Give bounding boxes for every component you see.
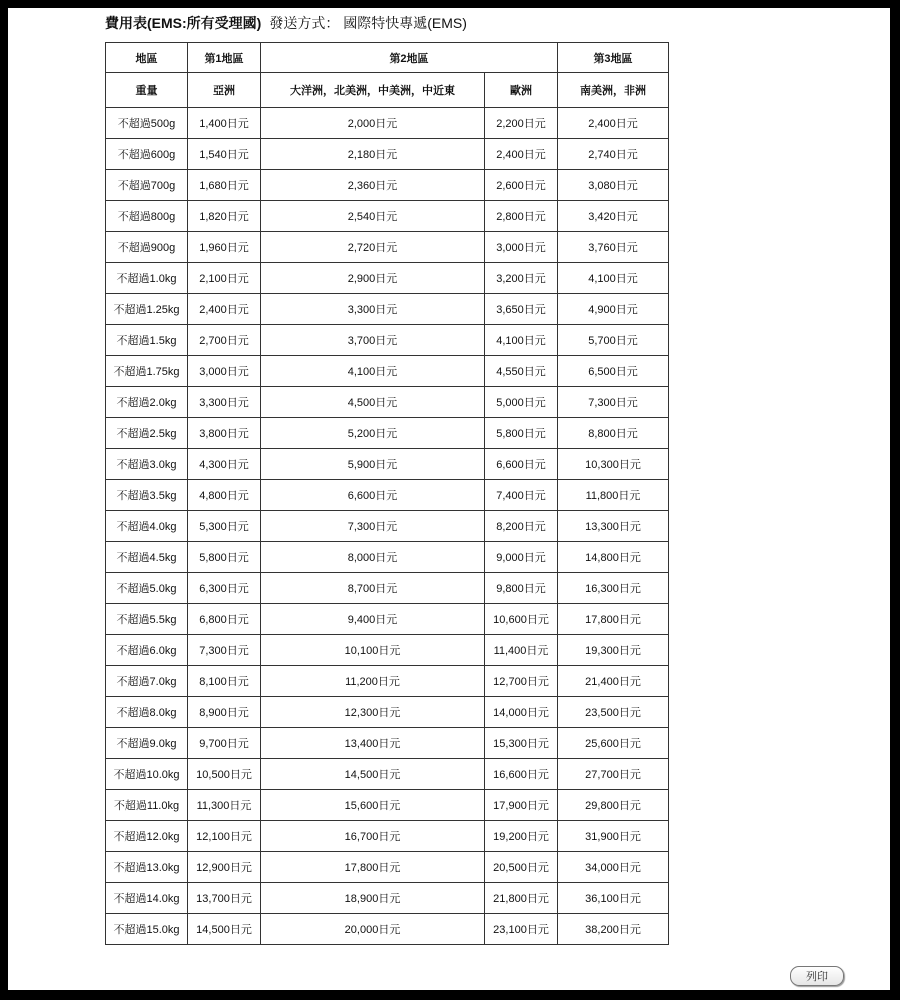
zone2-europe-cell: 6,600日元: [485, 449, 558, 480]
page-title: 費用表(EMS:所有受理國): [105, 15, 262, 31]
table-header-row-areas: [106, 73, 669, 108]
zone3-cell: 3,420日元: [558, 201, 669, 232]
zone3-cell: 8,800日元: [558, 418, 669, 449]
zone3-cell: 14,800日元: [558, 542, 669, 573]
table-row: [106, 449, 669, 480]
table-row: [106, 666, 669, 697]
zone1-asia-cell: 13,700日元: [188, 883, 261, 914]
zone2-oceania-cell: 9,400日元: [261, 604, 485, 635]
table-row: [106, 914, 669, 945]
zone2-oceania-cell: 13,400日元: [261, 728, 485, 759]
zone3-cell: 31,900日元: [558, 821, 669, 852]
zone1-asia-cell: 8,900日元: [188, 697, 261, 728]
zone2-europe-cell: 4,100日元: [485, 325, 558, 356]
zone2-europe-cell: 8,200日元: [485, 511, 558, 542]
zone1-asia-cell: 3,800日元: [188, 418, 261, 449]
zone1-asia-cell: 14,500日元: [188, 914, 261, 945]
zone2-oceania-cell: 18,900日元: [261, 883, 485, 914]
zone1-asia-cell: 1,680日元: [188, 170, 261, 201]
zone2-europe-cell: 21,800日元: [485, 883, 558, 914]
table-row: [106, 697, 669, 728]
zone3-cell: 13,300日元: [558, 511, 669, 542]
print-button[interactable]: 列印: [790, 966, 844, 986]
weight-cell: 不超過2.5kg: [106, 418, 188, 449]
zone2-oceania-cell: 20,000日元: [261, 914, 485, 945]
zone2-europe-cell: 7,400日元: [485, 480, 558, 511]
zone1-asia-cell: 12,900日元: [188, 852, 261, 883]
table-row: [106, 821, 669, 852]
table-row: [106, 480, 669, 511]
weight-cell: 不超過1.25kg: [106, 294, 188, 325]
table-row: [106, 263, 669, 294]
table-header-row-zones: [106, 43, 669, 73]
weight-cell: 不超過700g: [106, 170, 188, 201]
header-europe: 歐洲: [485, 73, 558, 108]
header-zone-1: 第1地區: [188, 43, 261, 73]
zone2-europe-cell: 2,800日元: [485, 201, 558, 232]
zone1-asia-cell: 1,400日元: [188, 108, 261, 139]
zone1-asia-cell: 3,300日元: [188, 387, 261, 418]
zone2-oceania-cell: 6,600日元: [261, 480, 485, 511]
weight-cell: 不超過5.0kg: [106, 573, 188, 604]
zone3-cell: 34,000日元: [558, 852, 669, 883]
table-row: [106, 232, 669, 263]
zone2-oceania-cell: 5,200日元: [261, 418, 485, 449]
weight-cell: 不超過4.5kg: [106, 542, 188, 573]
zone1-asia-cell: 9,700日元: [188, 728, 261, 759]
zone2-europe-cell: 2,200日元: [485, 108, 558, 139]
rate-table-body: [106, 108, 669, 945]
weight-cell: 不超過3.0kg: [106, 449, 188, 480]
table-row: [106, 790, 669, 821]
zone2-oceania-cell: 7,300日元: [261, 511, 485, 542]
zone2-europe-cell: 12,700日元: [485, 666, 558, 697]
zone1-asia-cell: 11,300日元: [188, 790, 261, 821]
table-row: [106, 883, 669, 914]
weight-cell: 不超過3.5kg: [106, 480, 188, 511]
table-row: [106, 635, 669, 666]
header-zone-2: 第2地區: [261, 43, 558, 73]
header-south-america-africa: 南美洲，非洲: [558, 73, 669, 108]
weight-cell: 不超過8.0kg: [106, 697, 188, 728]
table-row: [106, 170, 669, 201]
zone2-europe-cell: 3,200日元: [485, 263, 558, 294]
zone1-asia-cell: 5,800日元: [188, 542, 261, 573]
zone2-oceania-cell: 11,200日元: [261, 666, 485, 697]
page: [8, 8, 890, 990]
shipping-method: 發送方式： 國際特快專遞(EMS): [269, 15, 467, 31]
zone2-oceania-cell: 2,540日元: [261, 201, 485, 232]
header-weight: 重量: [106, 73, 188, 108]
zone2-europe-cell: 2,400日元: [485, 139, 558, 170]
zone3-cell: 11,800日元: [558, 480, 669, 511]
zone2-oceania-cell: 14,500日元: [261, 759, 485, 790]
zone2-oceania-cell: 4,100日元: [261, 356, 485, 387]
table-row: [106, 108, 669, 139]
zone2-oceania-cell: 16,700日元: [261, 821, 485, 852]
weight-cell: 不超過500g: [106, 108, 188, 139]
table-row: [106, 418, 669, 449]
weight-cell: 不超過1.0kg: [106, 263, 188, 294]
weight-cell: 不超過9.0kg: [106, 728, 188, 759]
header-oceania-americas-mideast: 大洋洲，北美洲，中美洲，中近東: [261, 73, 485, 108]
zone3-cell: 4,900日元: [558, 294, 669, 325]
zone3-cell: 19,300日元: [558, 635, 669, 666]
zone1-asia-cell: 5,300日元: [188, 511, 261, 542]
table-row: [106, 356, 669, 387]
zone1-asia-cell: 8,100日元: [188, 666, 261, 697]
weight-cell: 不超過900g: [106, 232, 188, 263]
zone1-asia-cell: 2,400日元: [188, 294, 261, 325]
weight-cell: 不超過800g: [106, 201, 188, 232]
zone3-cell: 2,740日元: [558, 139, 669, 170]
weight-cell: 不超過10.0kg: [106, 759, 188, 790]
zone2-europe-cell: 15,300日元: [485, 728, 558, 759]
weight-cell: 不超過1.5kg: [106, 325, 188, 356]
table-row: [106, 759, 669, 790]
zone3-cell: 4,100日元: [558, 263, 669, 294]
zone2-europe-cell: 19,200日元: [485, 821, 558, 852]
zone2-oceania-cell: 8,700日元: [261, 573, 485, 604]
zone2-europe-cell: 14,000日元: [485, 697, 558, 728]
zone2-europe-cell: 17,900日元: [485, 790, 558, 821]
weight-cell: 不超過6.0kg: [106, 635, 188, 666]
table-row: [106, 728, 669, 759]
weight-cell: 不超過11.0kg: [106, 790, 188, 821]
zone2-oceania-cell: 3,300日元: [261, 294, 485, 325]
weight-cell: 不超過12.0kg: [106, 821, 188, 852]
zone3-cell: 5,700日元: [558, 325, 669, 356]
table-row: [106, 852, 669, 883]
zone2-europe-cell: 3,650日元: [485, 294, 558, 325]
zone3-cell: 38,200日元: [558, 914, 669, 945]
zone2-europe-cell: 2,600日元: [485, 170, 558, 201]
zone1-asia-cell: 2,100日元: [188, 263, 261, 294]
zone3-cell: 2,400日元: [558, 108, 669, 139]
zone3-cell: 21,400日元: [558, 666, 669, 697]
table-row: [106, 511, 669, 542]
table-row: [106, 325, 669, 356]
zone2-europe-cell: 20,500日元: [485, 852, 558, 883]
header-asia: 亞洲: [188, 73, 261, 108]
zone3-cell: 27,700日元: [558, 759, 669, 790]
table-row: [106, 604, 669, 635]
zone1-asia-cell: 1,820日元: [188, 201, 261, 232]
zone1-asia-cell: 7,300日元: [188, 635, 261, 666]
weight-cell: 不超過1.75kg: [106, 356, 188, 387]
zone3-cell: 10,300日元: [558, 449, 669, 480]
table-row: [106, 201, 669, 232]
zone1-asia-cell: 12,100日元: [188, 821, 261, 852]
zone3-cell: 16,300日元: [558, 573, 669, 604]
zone2-europe-cell: 9,800日元: [485, 573, 558, 604]
weight-cell: 不超過13.0kg: [106, 852, 188, 883]
table-row: [106, 542, 669, 573]
zone3-cell: 25,600日元: [558, 728, 669, 759]
zone1-asia-cell: 4,800日元: [188, 480, 261, 511]
zone1-asia-cell: 6,300日元: [188, 573, 261, 604]
zone3-cell: 6,500日元: [558, 356, 669, 387]
weight-cell: 不超過14.0kg: [106, 883, 188, 914]
zone1-asia-cell: 10,500日元: [188, 759, 261, 790]
zone3-cell: 29,800日元: [558, 790, 669, 821]
weight-cell: 不超過4.0kg: [106, 511, 188, 542]
zone2-oceania-cell: 2,720日元: [261, 232, 485, 263]
header-zone-3: 第3地區: [558, 43, 669, 73]
weight-cell: 不超過5.5kg: [106, 604, 188, 635]
zone2-oceania-cell: 12,300日元: [261, 697, 485, 728]
zone2-europe-cell: 16,600日元: [485, 759, 558, 790]
header-region: 地區: [106, 43, 188, 73]
zone2-europe-cell: 5,800日元: [485, 418, 558, 449]
zone1-asia-cell: 6,800日元: [188, 604, 261, 635]
zone2-oceania-cell: 2,000日元: [261, 108, 485, 139]
zone3-cell: 17,800日元: [558, 604, 669, 635]
weight-cell: 不超過15.0kg: [106, 914, 188, 945]
zone2-europe-cell: 11,400日元: [485, 635, 558, 666]
zone3-cell: 36,100日元: [558, 883, 669, 914]
table-row: [106, 139, 669, 170]
zone2-oceania-cell: 4,500日元: [261, 387, 485, 418]
weight-cell: 不超過7.0kg: [106, 666, 188, 697]
zone2-oceania-cell: 5,900日元: [261, 449, 485, 480]
rate-table: [105, 42, 669, 945]
zone3-cell: 3,080日元: [558, 170, 669, 201]
zone1-asia-cell: 4,300日元: [188, 449, 261, 480]
weight-cell: 不超過2.0kg: [106, 387, 188, 418]
table-row: [106, 294, 669, 325]
table-row: [106, 387, 669, 418]
zone2-europe-cell: 9,000日元: [485, 542, 558, 573]
zone1-asia-cell: 1,540日元: [188, 139, 261, 170]
zone2-europe-cell: 10,600日元: [485, 604, 558, 635]
zone2-europe-cell: 23,100日元: [485, 914, 558, 945]
zone2-oceania-cell: 17,800日元: [261, 852, 485, 883]
zone2-oceania-cell: 2,180日元: [261, 139, 485, 170]
page-header: [105, 13, 467, 33]
table-row: [106, 573, 669, 604]
zone2-oceania-cell: 3,700日元: [261, 325, 485, 356]
zone2-oceania-cell: 2,360日元: [261, 170, 485, 201]
zone3-cell: 7,300日元: [558, 387, 669, 418]
zone2-europe-cell: 5,000日元: [485, 387, 558, 418]
zone3-cell: 23,500日元: [558, 697, 669, 728]
zone2-oceania-cell: 10,100日元: [261, 635, 485, 666]
zone1-asia-cell: 1,960日元: [188, 232, 261, 263]
zone3-cell: 3,760日元: [558, 232, 669, 263]
zone2-oceania-cell: 8,000日元: [261, 542, 485, 573]
zone2-europe-cell: 3,000日元: [485, 232, 558, 263]
zone2-oceania-cell: 2,900日元: [261, 263, 485, 294]
zone2-oceania-cell: 15,600日元: [261, 790, 485, 821]
zone2-europe-cell: 4,550日元: [485, 356, 558, 387]
zone1-asia-cell: 3,000日元: [188, 356, 261, 387]
zone1-asia-cell: 2,700日元: [188, 325, 261, 356]
weight-cell: 不超過600g: [106, 139, 188, 170]
